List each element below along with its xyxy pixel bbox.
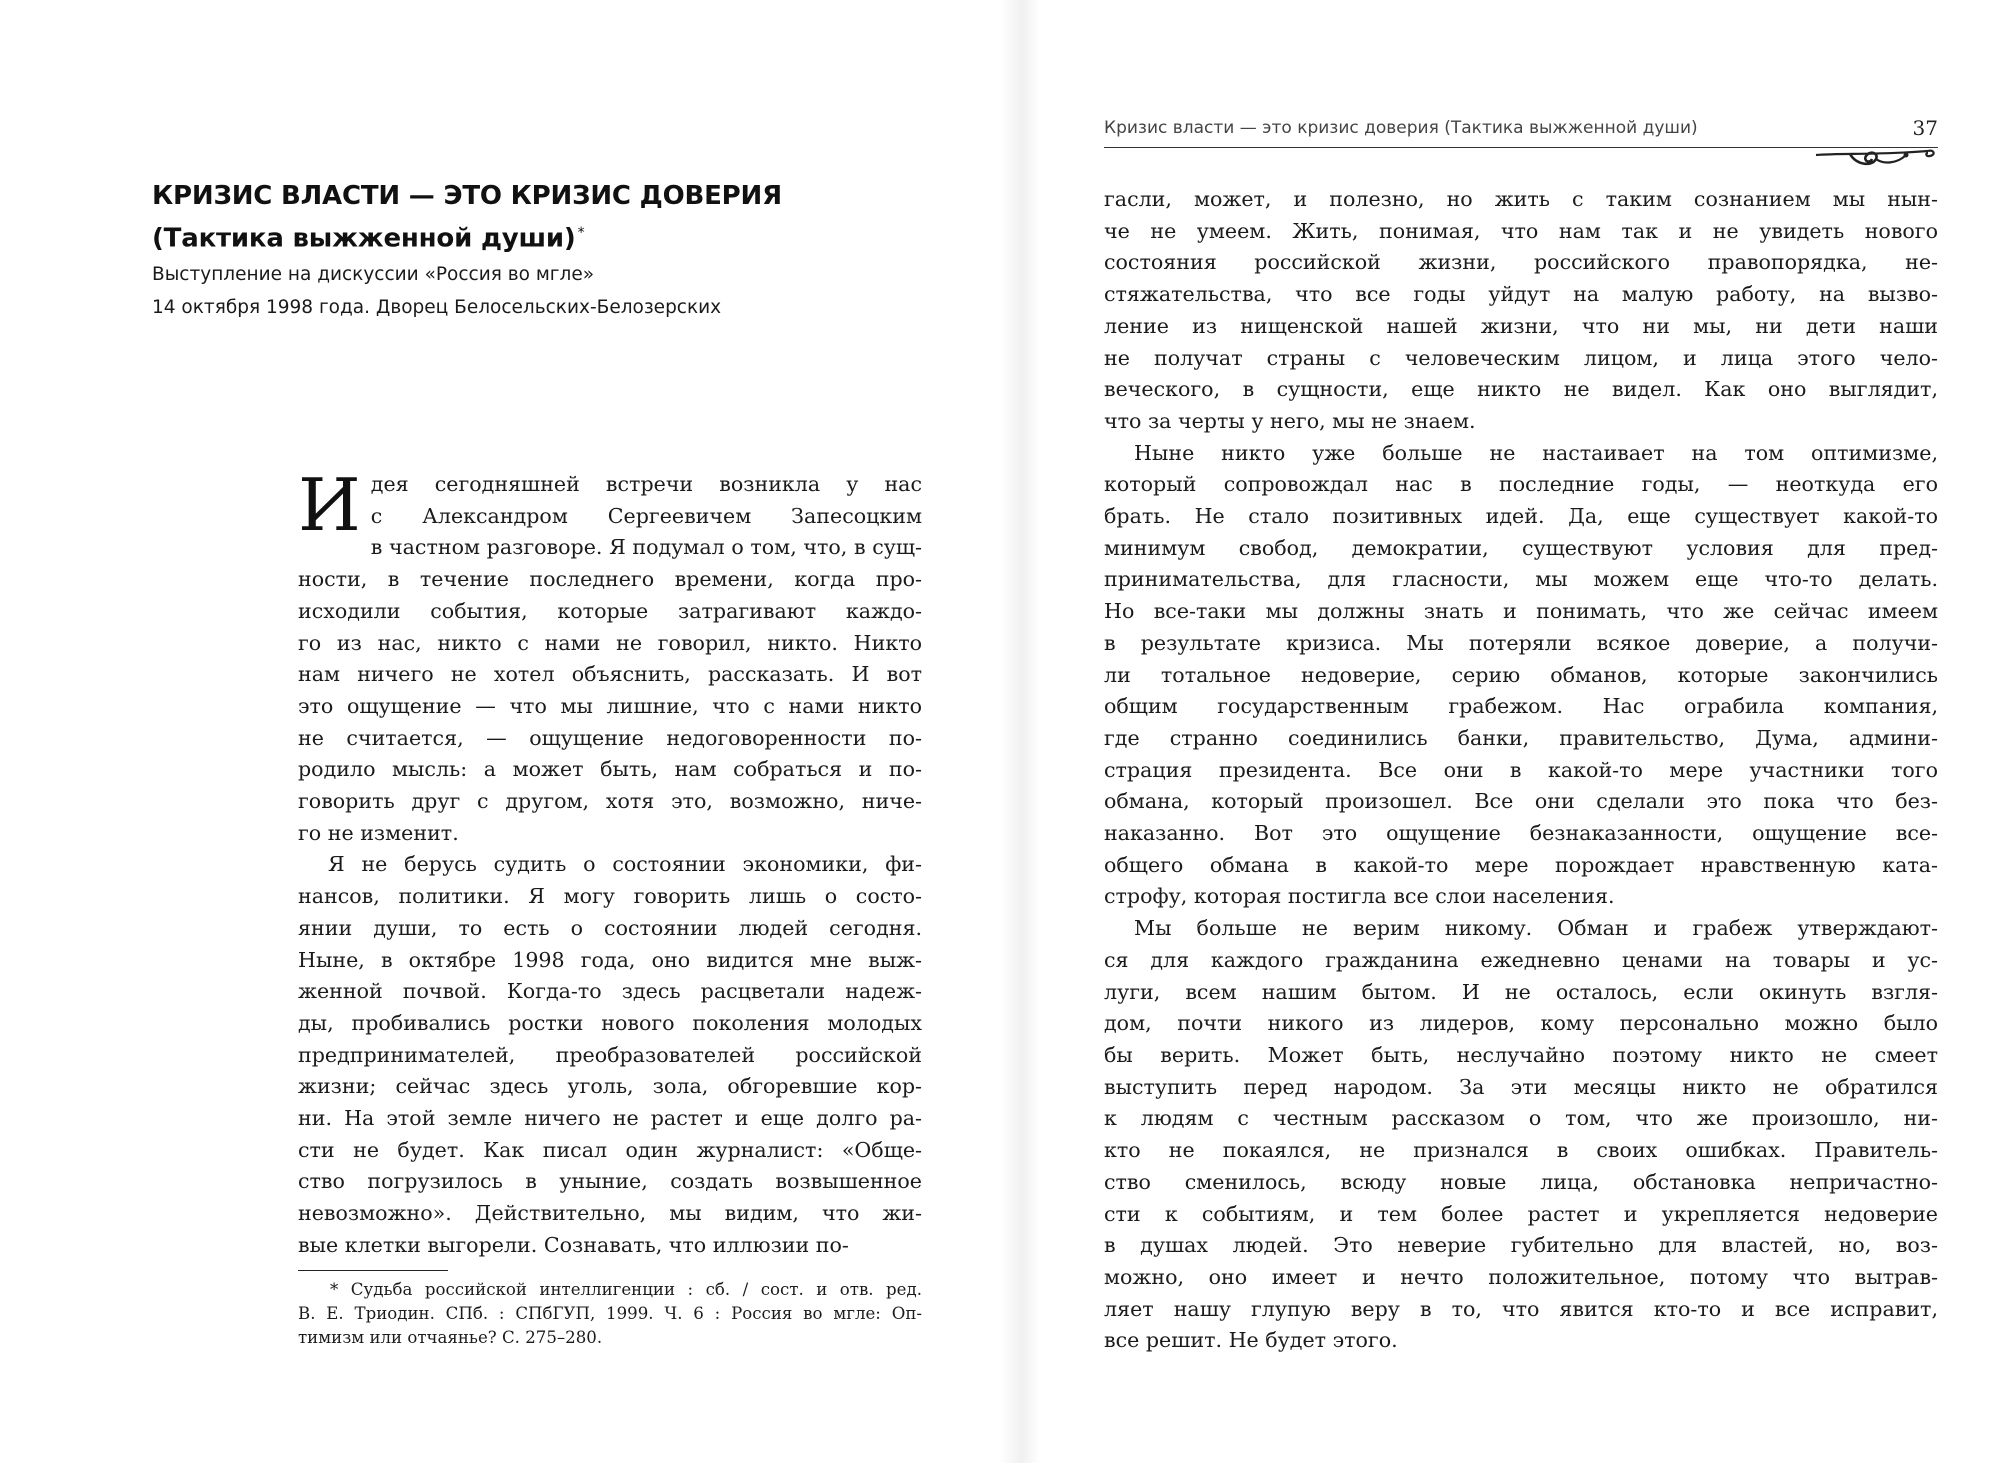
text-line: родило мысль: а может быть, нам собраться и по- <box>298 757 922 782</box>
footnote-rule <box>298 1270 448 1271</box>
text-line: ды, пробивались ростки нового поколения молодых <box>298 1010 922 1035</box>
text-line: с Александром Сергеевичем Запесоцким <box>370 503 922 528</box>
text-line: дея сегодняшней встречи возникла у нас <box>370 472 922 496</box>
right-paragraph-3 <box>1104 913 1938 1357</box>
text-line: го из нас, никто с нами не говорил, никто. Никто <box>298 630 922 655</box>
running-title: Кризис власти — это кризис доверия (Тактика выжженной души) <box>1104 118 1698 138</box>
text-line: предпринимателей, преобразователей российской <box>298 1042 922 1067</box>
text-line: Ныне, в октябре 1998 года, оно видится мне выж- <box>298 947 922 972</box>
text-line: строфу, которая постигла все слои населения. <box>1104 884 1615 909</box>
text-line: ности, в течение последнего времени, когда про- <box>298 567 922 592</box>
text-line: бы верить. Может быть, неслучайно поэтому никто не смеет <box>1104 1042 1938 1067</box>
text-line: принимательства, для гласности, мы можем еще что-то делать. <box>1104 567 1938 592</box>
text-line: сти не будет. Как писал один журналист: «Обще- <box>298 1137 922 1162</box>
text-line: к людям с честным рассказом о том, что же произошло, ни- <box>1104 1106 1938 1131</box>
text-line: нам ничего не хотел объяснить, рассказать. И вот <box>298 662 922 687</box>
subtitle-date-place: 14 октября 1998 года. Дворец Белосельских-Белозерских <box>152 297 722 318</box>
text-line: ся для каждого гражданина ежедневно ценами на товары и ус- <box>1104 947 1938 972</box>
text-line: все решит. Не будет этого. <box>1104 1328 1398 1353</box>
text-line: что за черты у него, мы не знаем. <box>1104 408 1476 433</box>
text-line: минимум свобод, демократии, существуют условия для пред- <box>1104 535 1938 560</box>
text-line: ни. На этой земле ничего не растет и еще долго ра- <box>298 1106 922 1131</box>
text-line: говорить друг с другом, хотя это, возможно, ниче- <box>298 789 922 814</box>
book-gutter <box>1000 0 1040 1463</box>
text-line: можно, оно имеет и нечто положительное, потому что вытрав- <box>1104 1264 1938 1289</box>
text-line: Ныне никто уже больше не настаивает на том оптимизме, <box>1134 440 1938 465</box>
text-line: в результате кризиса. Мы потеряли всякое доверие, а получи- <box>1104 630 1938 655</box>
text-line: ли тотальное недоверие, серию обманов, которые закончились <box>1104 662 1938 687</box>
text-line: тимизм или отчаянье? С. 275–280. <box>298 1328 603 1347</box>
left-body-text <box>298 463 922 1262</box>
text-line: жизни; сейчас здесь уголь, зола, обгоревшие кор- <box>298 1074 922 1099</box>
text-line: состояния российской жизни, российского правопорядка, не- <box>1104 250 1938 275</box>
text-line: стяжательства, что все годы уйдут на малую работу, на вызво- <box>1104 282 1938 307</box>
left-paragraph-1 <box>298 463 922 849</box>
text-line: где странно соединились банки, правительство, Дума, админи- <box>1104 725 1938 750</box>
text-line: сти к событиям, и тем более растет и укрепляется недоверие <box>1104 1201 1938 1226</box>
text-line: го не изменит. <box>298 820 459 845</box>
text-line: не получат страны с человеческим лицом, и лица этого чело- <box>1104 345 1938 370</box>
chapter-title-line1: КРИЗИС ВЛАСТИ — ЭТО КРИЗИС ДОВЕРИЯ <box>152 181 782 211</box>
text-line: страция президента. Все они в какой-то мере участники того <box>1104 757 1938 782</box>
chapter-title-line2: (Тактика выжженной души) <box>152 223 576 254</box>
drop-cap: И <box>298 463 361 547</box>
right-page <box>1040 0 2000 1463</box>
text-line: женной почвой. Когда-то здесь расцветали надеж- <box>298 979 922 1004</box>
text-line: обмана, который произошел. Все они сделали это пока что без- <box>1104 789 1938 814</box>
text-line: гасли, может, и полезно, но жить с таким сознанием мы нын- <box>1104 187 1938 211</box>
text-line: который сопровождал нас в последние годы, — неоткуда его <box>1104 472 1938 497</box>
page-number: 37 <box>1912 116 1938 140</box>
text-line: В. Е. Триодин. СПб. : СПбГУП, 1999. Ч. 6 : Россия во мгле: Оп- <box>298 1304 922 1323</box>
text-line: дом, почти никого из лидеров, кому персонально можно было <box>1104 1011 1938 1036</box>
text-line: веческого, в сущности, еще никто не видел. Как оно выглядит, <box>1104 377 1938 402</box>
text-line: наказанно. Вот это ощущение безнаказанности, ощущение все- <box>1104 821 1938 846</box>
text-line: кто не покаялся, не признался в своих ошибках. Правитель- <box>1104 1138 1938 1163</box>
text-line: брать. Не стало позитивных идей. Да, еще существует какой-то <box>1104 504 1938 529</box>
text-line: не считается, — ощущение недоговоренности по- <box>298 725 922 750</box>
text-line: исходили события, которые затрагивают каждо- <box>298 598 922 623</box>
text-line: общим государственным грабежом. Нас ограбила компания, <box>1104 694 1938 719</box>
text-line: ляет нашу глупую веру в то, что явится кто-то и все исправит, <box>1104 1296 1938 1321</box>
text-line: невозможно». Действительно, мы видим, что жи- <box>298 1201 922 1226</box>
text-line: вые клетки выгорели. Сознавать, что иллюзии по- <box>298 1232 849 1257</box>
text-line: че не умеем. Жить, понимая, что нам так и не увидеть нового <box>1104 218 1938 243</box>
text-line: нансов, политики. Я могу говорить лишь о состо- <box>298 884 922 909</box>
text-line: ство сменилось, всюду новые лица, обстановка непричастно- <box>1104 1169 1938 1194</box>
right-paragraph-1 <box>1104 184 1938 438</box>
text-line: Я не берусь судить о состоянии экономики, фи- <box>328 852 922 877</box>
text-line: в душах людей. Это неверие губительно для властей, но, воз- <box>1104 1233 1938 1258</box>
text-line: общего обмана в какой-то мере порождает нравственную ката- <box>1104 852 1938 877</box>
text-line: в частном разговоре. Я подумал о том, что, в сущ- <box>370 535 922 560</box>
right-body-text <box>1104 184 1938 1357</box>
text-line: выступить перед народом. За эти месяцы никто не обратился <box>1104 1074 1938 1099</box>
text-line: ление из нищенской нашей жизни, что ни мы, ни дети наши <box>1104 313 1938 338</box>
right-paragraph-2 <box>1104 438 1938 914</box>
text-line: янии души, то есть о состоянии людей сегодня. <box>298 915 922 940</box>
footnote-marker: * <box>577 225 585 241</box>
text-line: это ощущение — что мы лишние, что с нами никто <box>298 693 922 718</box>
footnote <box>298 1278 922 1350</box>
text-line: ство погрузилось в уныние, создать возвышенное <box>298 1169 922 1194</box>
text-line: луги, всем нашим бытом. И не осталось, если окинуть взгля- <box>1104 979 1938 1004</box>
text-line: Но все-таки мы должны знать и понимать, что же сейчас имеем <box>1104 599 1938 624</box>
text-line: Мы больше не верим никому. Обман и грабеж утверждают- <box>1134 916 1938 941</box>
chapter-title <box>152 178 972 258</box>
subtitle-event: Выступление на дискуссии «Россия во мгле» <box>152 264 595 285</box>
text-line: * Судьба российской интеллигенции : сб. / сост. и отв. ред. <box>330 1280 922 1299</box>
chapter-subtitle <box>152 258 972 324</box>
scroll-ornament-icon <box>1810 141 1938 177</box>
left-paragraph-2 <box>298 849 922 1261</box>
